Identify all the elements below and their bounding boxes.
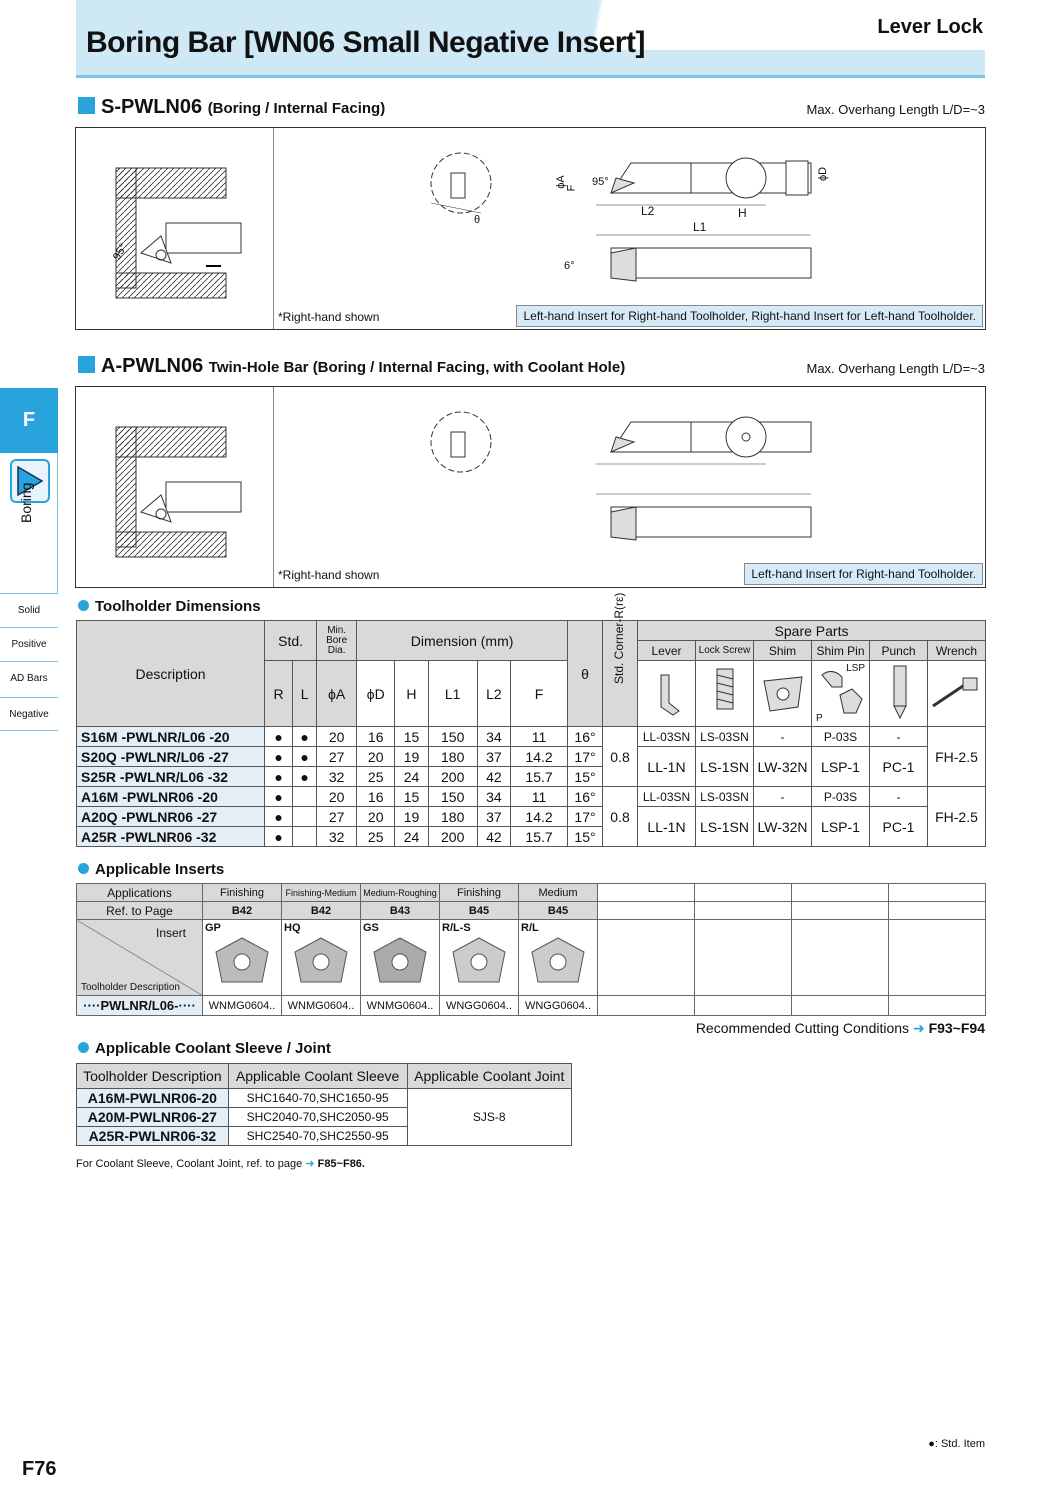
bore-cross-section-drawing bbox=[106, 158, 246, 308]
cell-d: 20 bbox=[357, 807, 395, 827]
cell-r: ● bbox=[265, 807, 293, 827]
circle-bullet-icon bbox=[78, 600, 89, 611]
table-row bbox=[77, 807, 986, 827]
bore-cross-section-drawing-2 bbox=[106, 417, 246, 567]
col-theta: θ bbox=[568, 621, 603, 727]
coolant-sleeve: SHC2540-70,SHC2550-95 bbox=[228, 1127, 407, 1146]
coolant-sleeve: SHC2040-70,SHC2050-95 bbox=[228, 1108, 407, 1127]
cell-t: 16° bbox=[568, 787, 603, 807]
cell-l: ● bbox=[293, 767, 317, 787]
cell-t: 17° bbox=[568, 807, 603, 827]
section2-note-right: Left-hand Insert for Right-hand Toolholder. bbox=[744, 563, 983, 585]
sidebar-item-positive[interactable]: Positive bbox=[0, 627, 58, 661]
section1-heading: S-PWLN06 (Boring / Internal Facing) bbox=[78, 96, 385, 119]
cell-h: 15 bbox=[395, 787, 428, 807]
section2-heading: A-PWLN06 Twin-Hole Bar (Boring / Internal Facing, with Coolant Hole) bbox=[78, 355, 625, 378]
section2-overhang: Max. Overhang Length L/D=~3 bbox=[806, 361, 985, 376]
section1-note-right: Left-hand Insert for Right-hand Toolholder, Right-hand Insert for Left-hand Toolholder. bbox=[516, 305, 983, 327]
ref-link[interactable]: B42 bbox=[203, 902, 282, 920]
col-shim-pin: Shim Pin bbox=[812, 641, 870, 661]
side-view-drawing-2 bbox=[556, 402, 846, 562]
sidebar-item-solid[interactable]: Solid bbox=[0, 593, 58, 627]
cell-a: 20 bbox=[317, 787, 357, 807]
cell-l2: 37 bbox=[477, 807, 510, 827]
cell-r: ● bbox=[265, 827, 293, 847]
cell-d: 16 bbox=[357, 727, 395, 747]
cell-desc: A25R -PWLNR06 -32 bbox=[77, 827, 265, 847]
cell-l: ● bbox=[293, 747, 317, 767]
cell-h: 19 bbox=[395, 807, 428, 827]
cell-pin: P-03S bbox=[812, 727, 870, 747]
insert-name: WNMG0604.. bbox=[282, 996, 361, 1016]
cell-screw: LS-1SN bbox=[696, 747, 754, 787]
cell-punch: PC-1 bbox=[870, 807, 928, 847]
cell-desc: S20Q -PWLNR/L06 -27 bbox=[77, 747, 265, 767]
inserts-table bbox=[76, 883, 986, 1016]
section2-figure-box bbox=[75, 386, 986, 588]
l2-label: L2 bbox=[641, 204, 655, 218]
cell-lever: LL-03SN bbox=[638, 727, 696, 747]
cell-l2: 42 bbox=[477, 827, 510, 847]
coolant-heading: Applicable Coolant Sleeve / Joint bbox=[78, 1040, 331, 1057]
insert-name: WNMG0604.. bbox=[361, 996, 440, 1016]
cell-t: 15° bbox=[568, 767, 603, 787]
cell-shim: - bbox=[754, 727, 812, 747]
col-l2: L2 bbox=[477, 661, 510, 727]
cell-l bbox=[293, 787, 317, 807]
lock-screw-picture bbox=[696, 661, 754, 727]
category-label: Lever Lock bbox=[877, 16, 983, 38]
square-bullet-icon bbox=[78, 97, 95, 114]
col-l1: L1 bbox=[428, 661, 477, 727]
cell-screw: LS-1SN bbox=[696, 807, 754, 847]
coolant-table bbox=[76, 1063, 572, 1146]
std-item-legend: ●: Std. Item bbox=[928, 1438, 985, 1450]
ref-link[interactable]: B45 bbox=[440, 902, 519, 920]
cell-r: ● bbox=[265, 767, 293, 787]
col-wrench: Wrench bbox=[928, 641, 986, 661]
col-corner: Std. Corner-R(rε) bbox=[603, 621, 638, 727]
applications-label: Applications bbox=[77, 884, 203, 902]
table-row bbox=[77, 727, 986, 747]
insert-gs-cell: GS bbox=[361, 920, 440, 996]
circle-bullet-icon bbox=[78, 1042, 89, 1053]
ref-label: Ref. to Page bbox=[77, 902, 203, 920]
col-description: Description bbox=[77, 621, 265, 727]
end-view-drawing-2 bbox=[421, 402, 501, 487]
sidebar-item-ad-bars[interactable]: AD Bars bbox=[0, 661, 58, 695]
shim-pin-picture: LSP P bbox=[812, 661, 870, 727]
cell-a: 27 bbox=[317, 747, 357, 767]
cell-h: 24 bbox=[395, 767, 428, 787]
col-lever: Lever bbox=[638, 641, 696, 661]
col-dimension: Dimension (mm) bbox=[357, 621, 568, 661]
square-bullet-icon bbox=[78, 356, 95, 373]
cell-d: 25 bbox=[357, 827, 395, 847]
cell-wrench: FH-2.5 bbox=[928, 787, 986, 847]
section1-note-left: *Right-hand shown bbox=[278, 310, 380, 324]
cell-desc: S16M -PWLNR/L06 -20 bbox=[77, 727, 265, 747]
cell-d: 25 bbox=[357, 767, 395, 787]
cell-pin: LSP-1 bbox=[812, 807, 870, 847]
coolant-joint: SJS-8 bbox=[407, 1089, 571, 1146]
recommended-conditions[interactable]: Recommended Cutting Conditions ➜ F93~F94 bbox=[695, 1020, 985, 1036]
cell-shim: - bbox=[754, 787, 812, 807]
insert-hq-cell: HQ bbox=[282, 920, 361, 996]
cell-wrench: FH-2.5 bbox=[928, 727, 986, 787]
punch-picture bbox=[870, 661, 928, 727]
cell-l1: 200 bbox=[428, 767, 477, 787]
section2-note-left: *Right-hand shown bbox=[278, 568, 380, 582]
col-punch: Punch bbox=[870, 641, 928, 661]
insert-name: WNGG0604.. bbox=[440, 996, 519, 1016]
cell-shim: LW-32N bbox=[754, 807, 812, 847]
cell-r: ● bbox=[265, 747, 293, 767]
app-cell: Finishing bbox=[440, 884, 519, 902]
cell-a: 32 bbox=[317, 767, 357, 787]
angle-6-label: 6° bbox=[564, 260, 575, 272]
cell-f: 14.2 bbox=[511, 807, 568, 827]
holder-value: ····PWLNR/L06-···· bbox=[77, 996, 203, 1016]
cell-corner: 0.8 bbox=[603, 787, 638, 847]
sidebar-boring-panel bbox=[0, 453, 58, 593]
cell-f: 11 bbox=[511, 727, 568, 747]
cell-d: 16 bbox=[357, 787, 395, 807]
shim-picture bbox=[754, 661, 812, 727]
page-title: Boring Bar [WN06 Small Negative Insert] bbox=[86, 26, 645, 59]
col-phi-d: ϕD bbox=[357, 661, 395, 727]
cell-l2: 34 bbox=[477, 787, 510, 807]
cell-punch: - bbox=[870, 787, 928, 807]
cell-a: 20 bbox=[317, 727, 357, 747]
page-number: F76 bbox=[22, 1458, 57, 1480]
ref-link[interactable]: B45 bbox=[519, 902, 598, 920]
arrow-circle-icon: ➜ bbox=[912, 1020, 925, 1036]
col-std: Std. bbox=[265, 621, 317, 661]
circle-bullet-icon bbox=[78, 863, 89, 874]
coolant-footnote[interactable]: For Coolant Sleeve, Coolant Joint, ref. to page ➜ F85~F86. bbox=[76, 1158, 365, 1170]
col-r: R bbox=[265, 661, 293, 727]
cell-h: 15 bbox=[395, 727, 428, 747]
cell-d: 20 bbox=[357, 747, 395, 767]
cell-l bbox=[293, 807, 317, 827]
col-h: H bbox=[395, 661, 428, 727]
coolant-sleeve: SHC1640-70,SHC1650-95 bbox=[228, 1089, 407, 1108]
cell-f: 15.7 bbox=[511, 827, 568, 847]
insert-rl-cell: R/L bbox=[519, 920, 598, 996]
cell-a: 27 bbox=[317, 807, 357, 827]
app-cell: Finishing-Medium bbox=[282, 884, 361, 902]
l1-label: L1 bbox=[693, 220, 707, 234]
angle-95-label-left: 95° bbox=[110, 241, 130, 263]
col-shim: Shim bbox=[754, 641, 812, 661]
cell-f: 11 bbox=[511, 787, 568, 807]
app-cell: Medium bbox=[519, 884, 598, 902]
cell-l1: 200 bbox=[428, 827, 477, 847]
sidebar-letter-tab[interactable]: F bbox=[0, 388, 58, 453]
cell-lever: LL-1N bbox=[638, 747, 696, 787]
sidebar-item-negative[interactable]: Negative bbox=[0, 697, 58, 731]
cell-l2: 42 bbox=[477, 767, 510, 787]
cell-f: 14.2 bbox=[511, 747, 568, 767]
ref-link[interactable]: B42 bbox=[282, 902, 361, 920]
insert-name: WNMG0604.. bbox=[203, 996, 282, 1016]
table-row bbox=[77, 787, 986, 807]
col-phi-a: ϕA bbox=[317, 661, 357, 727]
h-label: H bbox=[738, 206, 747, 220]
lever-picture bbox=[638, 661, 696, 727]
sidebar-boring-label: Boring bbox=[18, 482, 34, 523]
cell-t: 16° bbox=[568, 727, 603, 747]
cell-corner: 0.8 bbox=[603, 727, 638, 787]
coolant-desc: A16M-PWLNR06-20 bbox=[77, 1089, 229, 1108]
cell-h: 24 bbox=[395, 827, 428, 847]
coolant-desc: A20M-PWLNR06-27 bbox=[77, 1108, 229, 1127]
cell-h: 19 bbox=[395, 747, 428, 767]
cell-shim: LW-32N bbox=[754, 747, 812, 787]
section1-overhang: Max. Overhang Length L/D=~3 bbox=[806, 102, 985, 117]
cell-desc: A16M -PWLNR06 -20 bbox=[77, 787, 265, 807]
cell-f: 15.7 bbox=[511, 767, 568, 787]
cell-lever: LL-1N bbox=[638, 807, 696, 847]
cell-l2: 34 bbox=[477, 727, 510, 747]
app-cell: Finishing bbox=[203, 884, 282, 902]
cell-desc: S25R -PWLNR/L06 -32 bbox=[77, 767, 265, 787]
cell-pin: P-03S bbox=[812, 787, 870, 807]
phi-d-label: ϕD bbox=[817, 166, 830, 182]
angle-95-label: 95° bbox=[592, 176, 609, 188]
phi-a-label: ϕA bbox=[554, 175, 567, 189]
diagonal-header-cell: Insert Toolholder Description bbox=[77, 920, 203, 996]
end-view-drawing bbox=[421, 143, 501, 228]
coolant-desc: A25R-PWLNR06-32 bbox=[77, 1127, 229, 1146]
cell-l1: 180 bbox=[428, 747, 477, 767]
insert-name: WNGG0604.. bbox=[519, 996, 598, 1016]
cell-pin: LSP-1 bbox=[812, 747, 870, 787]
col-toolholder: Toolholder Description bbox=[77, 1064, 229, 1089]
f-label: F bbox=[565, 184, 578, 192]
theta-label: θ bbox=[474, 214, 481, 226]
col-sleeve: Applicable Coolant Sleeve bbox=[228, 1064, 407, 1089]
cell-desc: A20Q -PWLNR06 -27 bbox=[77, 807, 265, 827]
cell-punch: - bbox=[870, 727, 928, 747]
ref-link[interactable]: B43 bbox=[361, 902, 440, 920]
col-spare-parts: Spare Parts bbox=[638, 621, 986, 641]
cell-screw: LS-03SN bbox=[696, 787, 754, 807]
col-joint: Applicable Coolant Joint bbox=[407, 1064, 571, 1089]
cell-punch: PC-1 bbox=[870, 747, 928, 787]
arrow-circle-icon: ➜ bbox=[305, 1158, 315, 1170]
cell-t: 15° bbox=[568, 827, 603, 847]
cell-l1: 150 bbox=[428, 787, 477, 807]
col-lock-screw: Lock Screw bbox=[696, 641, 754, 661]
cell-l2: 37 bbox=[477, 747, 510, 767]
cell-a: 32 bbox=[317, 827, 357, 847]
cell-l bbox=[293, 827, 317, 847]
table-row bbox=[77, 747, 986, 767]
section1-figure-box bbox=[75, 127, 986, 330]
dimensions-heading: Toolholder Dimensions bbox=[78, 598, 261, 615]
col-f: F bbox=[511, 661, 568, 727]
wrench-picture bbox=[928, 661, 986, 727]
cell-screw: LS-03SN bbox=[696, 727, 754, 747]
cell-l: ● bbox=[293, 727, 317, 747]
col-l: L bbox=[293, 661, 317, 727]
cell-r: ● bbox=[265, 727, 293, 747]
cell-lever: LL-03SN bbox=[638, 787, 696, 807]
col-min-bore: Min. Bore Dia. bbox=[317, 621, 357, 661]
insert-rl-s-cell: R/L-S bbox=[440, 920, 519, 996]
app-cell: Medium-Roughing bbox=[361, 884, 440, 902]
cell-l1: 150 bbox=[428, 727, 477, 747]
cell-r: ● bbox=[265, 787, 293, 807]
inserts-heading: Applicable Inserts bbox=[78, 861, 224, 878]
cell-t: 17° bbox=[568, 747, 603, 767]
cell-l1: 180 bbox=[428, 807, 477, 827]
insert-gp-cell: GP bbox=[203, 920, 282, 996]
